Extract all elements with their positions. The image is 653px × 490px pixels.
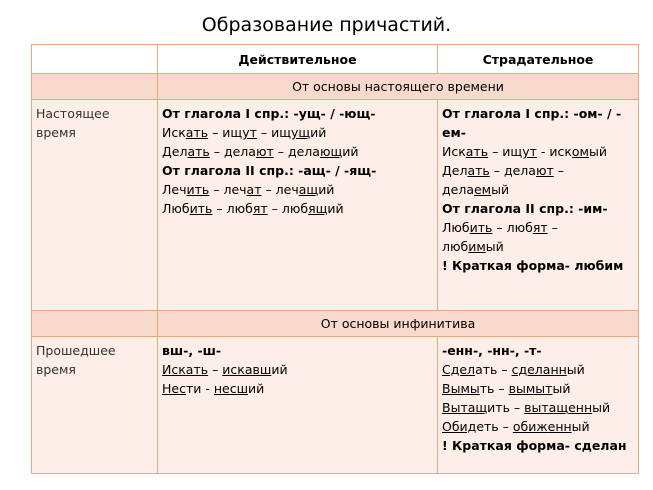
past-passive-cell bbox=[438, 337, 639, 474]
suffix-line: -енн-, -нн-, -т- bbox=[442, 343, 542, 358]
example-line: Искать – ищут - искомый bbox=[442, 144, 607, 159]
participles-table bbox=[31, 44, 639, 474]
section-infinitive-empty bbox=[32, 311, 158, 337]
rule-line: От глагола II спр.: -им- bbox=[442, 201, 608, 216]
header-empty-cell bbox=[32, 45, 158, 74]
section-present-empty bbox=[32, 74, 158, 100]
example-line: Вымыть – вымытый bbox=[442, 381, 571, 396]
example-line: Нести - несший bbox=[162, 381, 265, 396]
example-line: Делать – делают – делающий bbox=[162, 144, 359, 159]
rule-line: От глагола II спр.: -ащ- / -ящ- bbox=[162, 163, 377, 178]
section-infinitive-row bbox=[32, 311, 639, 337]
example-line: делаемый bbox=[442, 182, 510, 197]
rule-line: От глагола I спр.: -ом- / - bbox=[442, 106, 622, 121]
section-present-row bbox=[32, 74, 639, 100]
header-passive: Страдательное bbox=[438, 45, 639, 74]
present-passive-cell bbox=[438, 100, 639, 311]
example-line: Лечить – лечат – лечащий bbox=[162, 182, 335, 197]
header-row bbox=[32, 45, 639, 74]
present-tense-label: Настоящее время bbox=[32, 100, 158, 311]
example-line: Искать – искавший bbox=[162, 362, 288, 377]
example-line: Любить – любят – bbox=[442, 220, 558, 235]
header-active: Действительное bbox=[158, 45, 438, 74]
short-form-note: ! Краткая форма- любим bbox=[442, 258, 624, 273]
past-tense-row bbox=[32, 337, 639, 474]
past-tense-label: Прошедшее время bbox=[32, 337, 158, 474]
short-form-note: ! Краткая форма- сделан bbox=[442, 438, 627, 453]
past-active-cell bbox=[158, 337, 438, 474]
section-present-label: От основы настоящего времени bbox=[158, 74, 639, 100]
section-infinitive-label: От основы инфинитива bbox=[158, 311, 639, 337]
example-line: Вытащить – вытащенный bbox=[442, 400, 611, 415]
suffix-line: вш-, -ш- bbox=[162, 343, 222, 358]
page-title: Образование причастий. bbox=[201, 14, 452, 36]
rule-line-cont: ем- bbox=[442, 125, 466, 140]
example-line: любимый bbox=[442, 239, 504, 254]
present-tense-row bbox=[32, 100, 639, 311]
rule-line: От глагола I спр.: -ущ- / -ющ- bbox=[162, 106, 376, 121]
example-line: Делать – делают – bbox=[442, 163, 564, 178]
example-line: Сделать – сделанный bbox=[442, 362, 585, 377]
example-line: Любить – любят – любящий bbox=[162, 201, 344, 216]
example-line: Искать – ищут – ищущий bbox=[162, 125, 327, 140]
example-line: Обидеть – обиженный bbox=[442, 419, 590, 434]
present-active-cell bbox=[158, 100, 438, 311]
